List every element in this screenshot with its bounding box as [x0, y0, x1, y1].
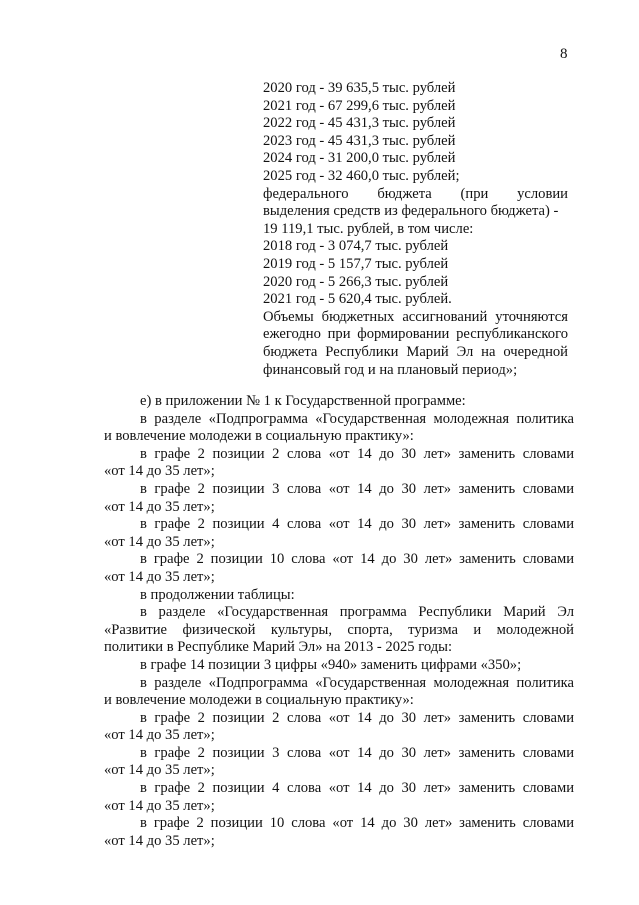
amendment-line: «от 14 до 35 лет»; [104, 463, 215, 480]
amendment-line: «от 14 до 35 лет»; [104, 568, 215, 585]
amendment-line: и вовлечение молодежи в социальную практику»: [104, 428, 414, 445]
amendment-line: и вовлечение молодежи в социальную практику»: [104, 692, 414, 709]
amendment-line: «от 14 до 35 лет»; [104, 797, 215, 814]
budget-line: 2025 год - 32 460,0 тыс. рублей; [263, 167, 460, 184]
amendment-line: в разделе «Подпрограмма «Государственная молодежная политика [140, 410, 574, 427]
budget-line: 2021 год - 5 620,4 тыс. рублей. [263, 291, 452, 308]
amendment-line: в графе 2 позиции 4 слова «от 14 до 30 лет» заменить словами [140, 516, 574, 533]
amendment-line: в графе 2 позиции 3 слова «от 14 до 30 лет» заменить словами [140, 480, 574, 497]
amendment-line: «Развитие физической культуры, спорта, туризма и молодежной [104, 621, 574, 638]
amendment-line: в графе 2 позиции 10 слова «от 14 до 30 лет» заменить словами [140, 815, 574, 832]
budget-line: 2023 год - 45 431,3 тыс. рублей [263, 132, 456, 149]
budget-financing-block [263, 80, 568, 379]
amendment-line: в графе 2 позиции 2 слова «от 14 до 30 лет» заменить словами [140, 709, 574, 726]
amendments-block [104, 393, 574, 850]
amendment-line: «от 14 до 35 лет»; [104, 498, 215, 515]
budget-line: ежегодно при формировании республиканского [263, 326, 568, 343]
budget-line: 2022 год - 45 431,3 тыс. рублей [263, 115, 456, 132]
amendment-line: «от 14 до 35 лет»; [104, 832, 215, 849]
amendment-line: «от 14 до 35 лет»; [104, 727, 215, 744]
amendment-line: в разделе «Государственная программа Республики Марий Эл [140, 604, 574, 621]
budget-line: 2020 год - 5 266,3 тыс. рублей [263, 273, 449, 290]
amendment-line: в графе 2 позиции 2 слова «от 14 до 30 лет» заменить словами [140, 445, 574, 462]
amendment-line: в графе 2 позиции 4 слова «от 14 до 30 лет» заменить словами [140, 780, 574, 797]
amendment-line: е) в приложении № 1 к Государственной программе: [140, 393, 466, 409]
budget-line: 2021 год - 67 299,6 тыс. рублей [263, 97, 456, 114]
budget-line: финансовый год и на плановый период»; [263, 361, 518, 378]
budget-line: 2024 год - 31 200,0 тыс. рублей [263, 150, 456, 167]
amendment-line: в разделе «Подпрограмма «Государственная молодежная политика [140, 674, 574, 691]
amendment-line: политики в Республике Марий Эл» на 2013 - 2025 годы: [104, 639, 453, 656]
amendment-line: в графе 14 позиции 3 цифры «940» заменить цифрами «350»; [140, 656, 522, 673]
budget-line: Объемы бюджетных ассигнований уточняются [263, 308, 568, 325]
amendment-line: в графе 2 позиции 3 слова «от 14 до 30 лет» заменить словами [140, 744, 574, 761]
amendment-line: в графе 2 позиции 10 слова «от 14 до 30 лет» заменить словами [140, 551, 574, 568]
budget-line: 2020 год - 39 635,5 тыс. рублей [263, 80, 456, 96]
amendment-line: «от 14 до 35 лет»; [104, 533, 215, 550]
budget-line: бюджета Республики Марий Эл на очередной [263, 343, 568, 360]
amendment-line: в продолжении таблицы: [140, 586, 295, 603]
amendment-line: «от 14 до 35 лет»; [104, 762, 215, 779]
budget-line: 19 119,1 тыс. рублей, в том числе: [263, 220, 474, 237]
budget-line: 2018 год - 3 074,7 тыс. рублей [263, 238, 449, 255]
budget-line: 2019 год - 5 157,7 тыс. рублей [263, 255, 449, 272]
budget-line: выделения средств из федерального бюджета) - [263, 203, 559, 220]
budget-line: федерального бюджета (при условии [263, 185, 568, 202]
page-number: 8 [560, 46, 568, 62]
